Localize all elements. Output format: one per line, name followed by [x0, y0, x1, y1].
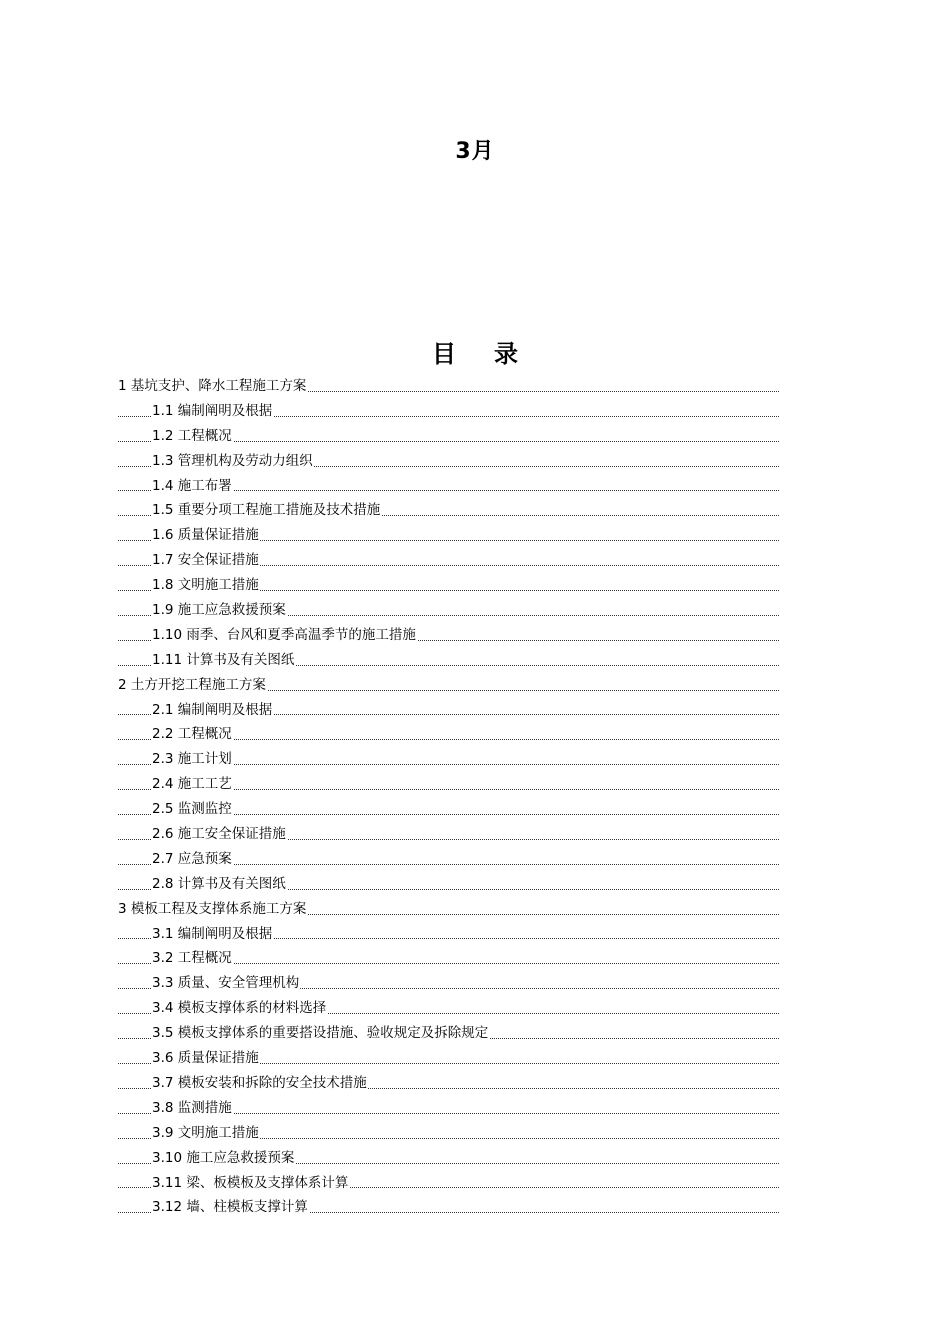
toc-subsection-entry[interactable]: [118, 449, 779, 474]
toc-subsection-entry[interactable]: [118, 698, 779, 723]
toc-entry-text: 1.11 计算书及有关图纸: [152, 651, 295, 668]
toc-entry-text: 2.5 监测监控: [152, 801, 232, 818]
toc-subsection-entry[interactable]: [118, 797, 779, 822]
toc-entry-text: 1.3 管理机构及劳动力组织: [152, 452, 313, 469]
toc-entry-text: 1.4 施工布署: [152, 477, 232, 494]
toc-entry-text: 1.8 文明施工措施: [152, 577, 259, 594]
toc-section-entry[interactable]: [118, 673, 779, 698]
toc-entry-text: 1.10 雨季、台风和夏季高温季节的施工措施: [152, 626, 416, 643]
toc-entry-text: 2.6 施工安全保证措施: [152, 826, 286, 843]
toc-entry-text: 1.6 质量保证措施: [152, 527, 259, 544]
toc-entry-text: 2.3 施工计划: [152, 751, 232, 768]
toc-subsection-entry[interactable]: [118, 424, 779, 449]
toc-subsection-entry[interactable]: [118, 946, 779, 971]
toc-entry-text: 3.2 工程概况: [152, 950, 232, 967]
toc-subsection-entry[interactable]: [118, 648, 779, 673]
toc-subsection-entry[interactable]: [118, 573, 779, 598]
toc-entry-text: 1.2 工程概况: [152, 427, 232, 444]
toc-entry-text: 1.5 重要分项工程施工措施及技术措施: [152, 502, 381, 519]
toc-entry-text: 2.7 应急预案: [152, 850, 232, 867]
toc-entry-text: 2.2 工程概况: [152, 726, 232, 743]
toc-subsection-entry[interactable]: [118, 1171, 779, 1196]
cover-month: 3月: [455, 139, 495, 164]
toc-entry-text: 3.11 梁、板模板及支撑体系计算: [152, 1174, 349, 1191]
toc-subsection-entry[interactable]: [118, 623, 779, 648]
toc-title-left: 目: [432, 340, 456, 368]
toc-subsection-entry[interactable]: [118, 1071, 779, 1096]
toc-entry-text: 1.9 施工应急救援预案: [152, 602, 286, 619]
toc-subsection-entry[interactable]: [118, 399, 779, 424]
toc-subsection-entry[interactable]: [118, 1121, 779, 1146]
toc-entry-text: 2 土方开挖工程施工方案: [118, 676, 266, 693]
toc-entry-text: 1 基坑支护、降水工程施工方案: [118, 378, 307, 394]
toc-entry-text: 3.6 质量保证措施: [152, 1050, 259, 1067]
toc-subsection-entry[interactable]: [118, 847, 779, 872]
toc-title: [0, 334, 950, 369]
toc-subsection-entry[interactable]: [118, 1146, 779, 1171]
toc-subsection-entry[interactable]: [118, 1046, 779, 1071]
toc-entry-text: 3.12 墙、柱模板支撑计算: [152, 1199, 308, 1216]
toc-entry-text: 3.5 模板支撑体系的重要搭设措施、验收规定及拆除规定: [152, 1025, 489, 1042]
toc-section-entry[interactable]: [118, 374, 779, 399]
toc-subsection-entry[interactable]: [118, 498, 779, 523]
toc-subsection-entry[interactable]: [118, 971, 779, 996]
toc-subsection-entry[interactable]: [118, 548, 779, 573]
toc-entry-text: 3.7 模板安装和拆除的安全技术措施: [152, 1074, 367, 1091]
toc-entry-text: 3 模板工程及支撑体系施工方案: [118, 900, 307, 917]
toc-subsection-entry[interactable]: [118, 872, 779, 897]
toc-entry-text: 3.4 模板支撑体系的材料选择: [152, 1000, 327, 1017]
table-of-contents: [118, 374, 779, 1220]
toc-entry-text: 2.8 计算书及有关图纸: [152, 875, 286, 892]
toc-subsection-entry[interactable]: [118, 1096, 779, 1121]
toc-section-entry[interactable]: [118, 897, 779, 922]
toc-subsection-entry[interactable]: [118, 1195, 779, 1220]
toc-subsection-entry[interactable]: [118, 523, 779, 548]
toc-subsection-entry[interactable]: [118, 1021, 779, 1046]
toc-entry-text: 2.1 编制阐明及根据: [152, 701, 273, 718]
toc-entry-text: 3.9 文明施工措施: [152, 1124, 259, 1141]
toc-subsection-entry[interactable]: [118, 474, 779, 499]
toc-entry-text: 1.7 安全保证措施: [152, 552, 259, 569]
toc-subsection-entry[interactable]: [118, 598, 779, 623]
toc-title-right: 录: [494, 340, 518, 368]
toc-entry-text: 1.1 编制阐明及根据: [152, 402, 273, 419]
toc-subsection-entry[interactable]: [118, 772, 779, 797]
toc-subsection-entry[interactable]: [118, 822, 779, 847]
toc-entry-text: 3.10 施工应急救援预案: [152, 1149, 295, 1166]
toc-subsection-entry[interactable]: [118, 996, 779, 1021]
toc-entry-text: 2.4 施工工艺: [152, 776, 232, 793]
toc-subsection-entry[interactable]: [118, 747, 779, 772]
toc-subsection-entry[interactable]: [118, 922, 779, 947]
toc-entry-text: 3.3 质量、安全管理机构: [152, 975, 300, 992]
toc-entry-text: 3.8 监测措施: [152, 1099, 232, 1116]
toc-entry-text: 3.1 编制阐明及根据: [152, 925, 273, 942]
toc-subsection-entry[interactable]: [118, 722, 779, 747]
